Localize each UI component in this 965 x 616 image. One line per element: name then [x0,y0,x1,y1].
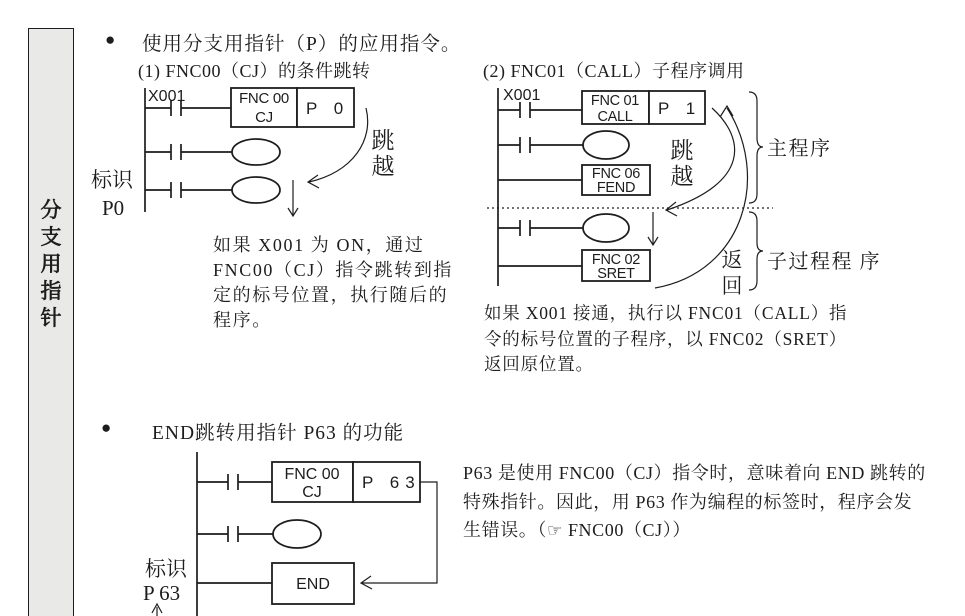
tag-pointer-label: P 63 [143,581,181,605]
main-program-brace [749,92,763,203]
return-char-2: 回 [721,274,743,298]
pointer-label: P 63 [362,473,421,492]
fend-box-line2: FEND [596,180,636,196]
desc-line: 令的标号位置的子程序，以 FNC02（SRET） [484,328,847,349]
cj-box-line2: CJ [302,484,322,501]
output-coil [232,139,280,165]
call-ladder-diagram [483,80,965,300]
item2-heading: (2) FNC01（CALL）子程序调用 [483,61,745,81]
subroutine-brace [749,212,763,290]
contact-label: X001 [503,87,541,104]
p63-description [463,459,926,546]
section2-title: END跳转用指针 P63 的功能 [152,423,405,444]
call-box-line1: FNC 01 [590,93,640,109]
call-description [484,301,847,378]
cj-description [213,233,453,333]
fend-box-line1: FNC 06 [591,166,641,182]
cj-ladder-diagram [85,80,455,232]
desc-line: 返回原位置。 [484,354,594,374]
desc-line: P63 是使用 FNC00（CJ）指令时，意味着向 END 跳转的 [463,463,926,483]
jump-char-1: 跳 [670,138,694,163]
sidebar-tab [28,28,74,616]
tag-pointer-label: P0 [102,196,125,220]
contact-symbol [145,182,232,198]
contact-symbol [145,144,232,160]
down-arrow [648,212,658,245]
subroutine-label: 子过程程 序 [767,251,881,273]
down-arrow [288,180,298,216]
jump-char-1: 跳 [371,128,395,153]
desc-line: 特殊指针。因此，用 P63 作为编程的标签时，程序会发 [463,491,913,512]
call-box-line2: CALL [597,109,633,125]
contact-symbol [197,526,273,542]
desc-line: 程序。 [213,310,272,330]
cj-box-line2: CJ [255,109,273,126]
pointer-label: P 0 [306,99,350,118]
output-coil [583,131,629,159]
return-char-1: 返 [721,248,743,272]
jump-char-2: 越 [371,154,395,179]
p63-ladder-diagram [140,448,460,616]
jump-char-2: 越 [670,164,694,189]
output-coil [273,520,321,548]
contact-symbol [498,137,583,153]
tab-char: 支 [40,225,62,249]
pointing-hand-icon: ☞ [547,521,563,541]
bullet-icon: ● [101,418,112,437]
contact-symbol [498,220,583,236]
desc-line-suffix: FNC00（CJ）） [562,520,691,540]
tab-char: 针 [40,306,62,330]
item1-heading: (1) FNC00（CJ）的条件跳转 [138,61,371,81]
main-program-label: 主程序 [767,138,832,160]
up-arrow [152,604,162,616]
desc-line: FNC00（CJ）指令跳转到指 [213,260,454,280]
contact-symbol [498,102,582,118]
tag-label: 标识 [145,557,187,581]
sret-box-line1: FNC 02 [591,252,641,268]
tab-char: 指 [40,279,62,303]
section1-title: 使用分支用指针（P）的应用指令。 [142,34,462,55]
pointer-label: P 1 [658,99,702,118]
cj-box-line1: FNC 00 [284,466,340,483]
tab-char: 分 [40,198,62,222]
contact-label: X001 [148,88,186,105]
output-coil [232,177,280,203]
tab-char: 用 [40,252,62,276]
bullet-icon: ● [105,30,116,49]
sret-box-line2: SRET [597,266,635,282]
contact-symbol [197,474,272,490]
sidebar-tab-label [29,199,73,330]
end-box-label: END [296,576,330,593]
desc-line [463,516,926,546]
desc-line-prefix: 生错误。（ [463,520,547,540]
desc-line: 如果 X001 接通，执行以 FNC01（CALL）指 [484,303,848,323]
tag-label: 标识 [91,168,133,192]
desc-line: 如果 X001 为 ON，通过 [213,235,425,255]
desc-line: 定的标号位置，执行随后的 [213,285,449,305]
cj-box-line1: FNC 00 [239,90,289,107]
output-coil [583,214,629,242]
